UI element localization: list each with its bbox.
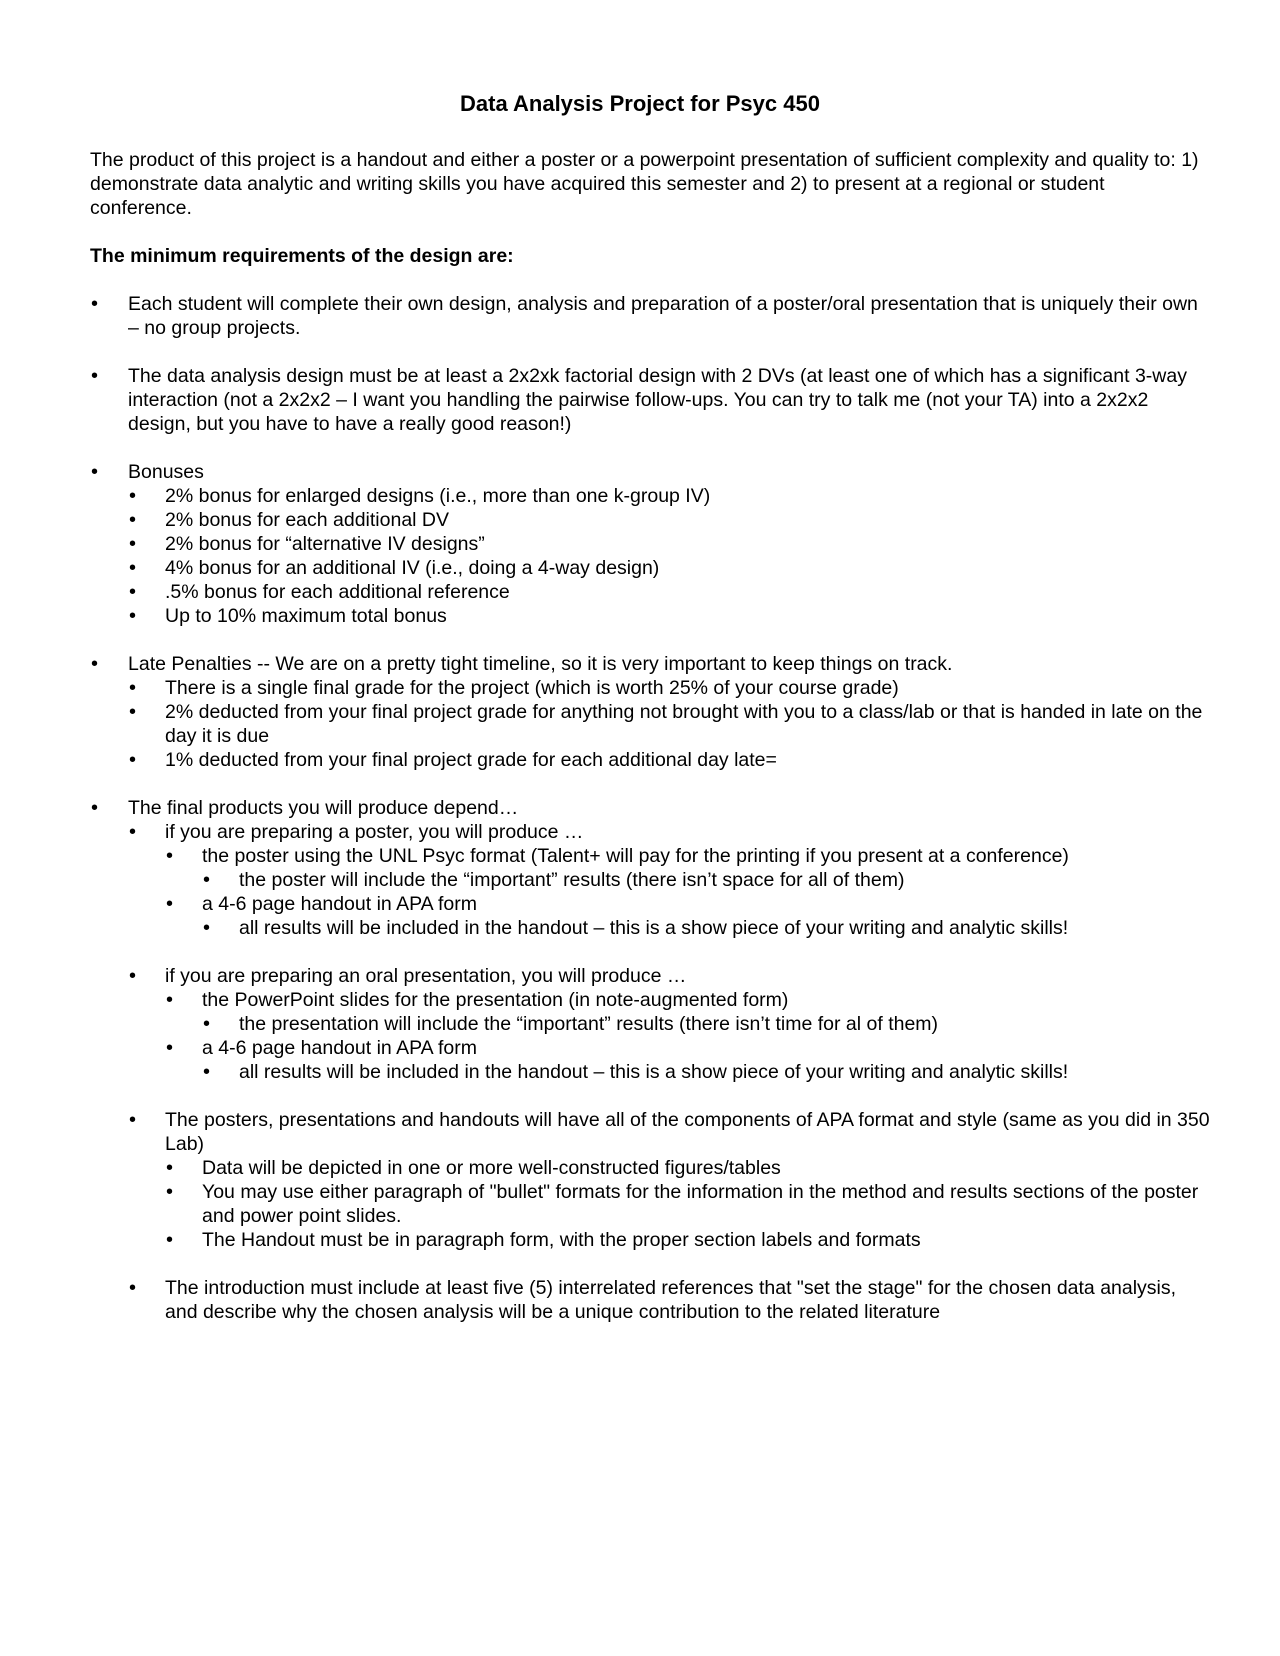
oral-handout-item [165, 1036, 1210, 1084]
oral-label: • if you are preparing an oral presentation, you will produce … [165, 965, 687, 987]
oral-handout-text: • a 4-6 page handout in APA form [202, 1037, 477, 1059]
bonus-item: • 4% bonus for an additional IV (i.e., doing a 4-way design) [128, 556, 1210, 580]
oral-handout-sublist [202, 1060, 1210, 1084]
oral-list [165, 988, 1210, 1084]
list-item-own-work [90, 292, 1210, 340]
final-products-list [128, 820, 1210, 1324]
poster-handout-sublist [202, 916, 1210, 940]
poster-sublist [202, 868, 1210, 892]
list-item-bonuses [90, 460, 1210, 628]
apa-item: • Data will be depicted in one or more well-constructed figures/tables [165, 1156, 1210, 1180]
late-penalties-label: • Late Penalties -- We are on a pretty tight timeline, so it is very important to keep things on track. [128, 653, 953, 675]
oral-subitem: • the presentation will include the “important” results (there isn’t time for al of them) [202, 1012, 1210, 1036]
own-work-text: Each student will complete their own design, analysis and preparation of a poster/oral presentation that is uniquely their own – no group projects. [128, 293, 1198, 339]
oral-sublist [202, 1012, 1210, 1036]
oral-item-text: • the PowerPoint slides for the presentation (in note-augmented form) [202, 989, 789, 1011]
bonus-item: • .5% bonus for each additional reference [128, 580, 1210, 604]
design-text: The data analysis design must be at least a 2x2xk factorial design with 2 DVs (at least one of which has a significant 3-way interaction (not a 2x2x2 – I want you handling the pairwise follow-ups. You can try to talk me (not your TA) into a 2x2x2 design, but you have to have a really good reason!) [128, 365, 1187, 435]
poster-handout-item [165, 892, 1210, 940]
poster-handout-text: • a 4-6 page handout in APA form [202, 893, 477, 915]
bonus-item: • 2% bonus for enlarged designs (i.e., more than one k-group IV) [128, 484, 1210, 508]
introduction-requirement: • The introduction must include at least five (5) interrelated references that "set the stage" for the chosen data analysis, and describe why the chosen analysis will be a unique contribution to the related literature [128, 1276, 1210, 1324]
poster-option [128, 820, 1210, 940]
late-item: • 1% deducted from your final project grade for each additional day late= [128, 748, 1210, 772]
requirements-list [90, 292, 1210, 1324]
poster-item-text: • the poster using the UNL Psyc format (Talent+ will pay for the printing if you present at a conference) [202, 845, 1069, 867]
poster-label: • if you are preparing a poster, you will produce … [165, 821, 584, 843]
list-item-final-products [90, 796, 1210, 1324]
requirements-heading: The minimum requirements of the design are: [90, 245, 514, 267]
oral-item [165, 988, 1210, 1036]
apa-format-list [165, 1156, 1210, 1252]
final-products-label: • The final products you will produce depend… [128, 797, 519, 819]
bonuses-list [128, 484, 1210, 628]
oral-option [128, 964, 1210, 1084]
list-item-design [90, 364, 1210, 436]
oral-handout-subitem: • all results will be included in the handout – this is a show piece of your writing and analytic skills! [202, 1060, 1210, 1084]
apa-format-label: • The posters, presentations and handouts will have all of the components of APA format and style (same as you did in 350 Lab) [165, 1109, 1210, 1155]
bonus-item: • 2% bonus for each additional DV [128, 508, 1210, 532]
poster-handout-subitem: • all results will be included in the handout – this is a show piece of your writing and analytic skills! [202, 916, 1210, 940]
bonus-item: • 2% bonus for “alternative IV designs” [128, 532, 1210, 556]
bonus-item: • Up to 10% maximum total bonus [128, 604, 1210, 628]
poster-subitem: • the poster will include the “important” results (there isn’t space for all of them) [202, 868, 1210, 892]
apa-format-item [128, 1108, 1210, 1252]
document-title: Data Analysis Project for Psyc 450 [460, 91, 820, 116]
late-item: • 2% deducted from your final project grade for anything not brought with you to a class/lab or that is handed in late on the day it is due [128, 700, 1210, 748]
bonuses-label: • Bonuses [128, 461, 204, 483]
poster-list [165, 844, 1210, 940]
intro-paragraph: The product of this project is a handout and either a poster or a powerpoint presentation of sufficient complexity and quality to: 1) demonstrate data analytic and writing skills you have acquired this semester and 2) to present at a regional or student conference. [90, 149, 1199, 219]
document-body [90, 148, 1210, 1348]
poster-item [165, 844, 1210, 892]
apa-item: • The Handout must be in paragraph form, with the proper section labels and formats [165, 1228, 1210, 1252]
late-item: • There is a single final grade for the project (which is worth 25% of your course grade) [128, 676, 1210, 700]
list-item-late-penalties [90, 652, 1210, 772]
apa-item: • You may use either paragraph of "bullet" formats for the information in the method and results sections of the poster and power point slides. [165, 1180, 1210, 1228]
late-penalties-list [128, 676, 1210, 772]
